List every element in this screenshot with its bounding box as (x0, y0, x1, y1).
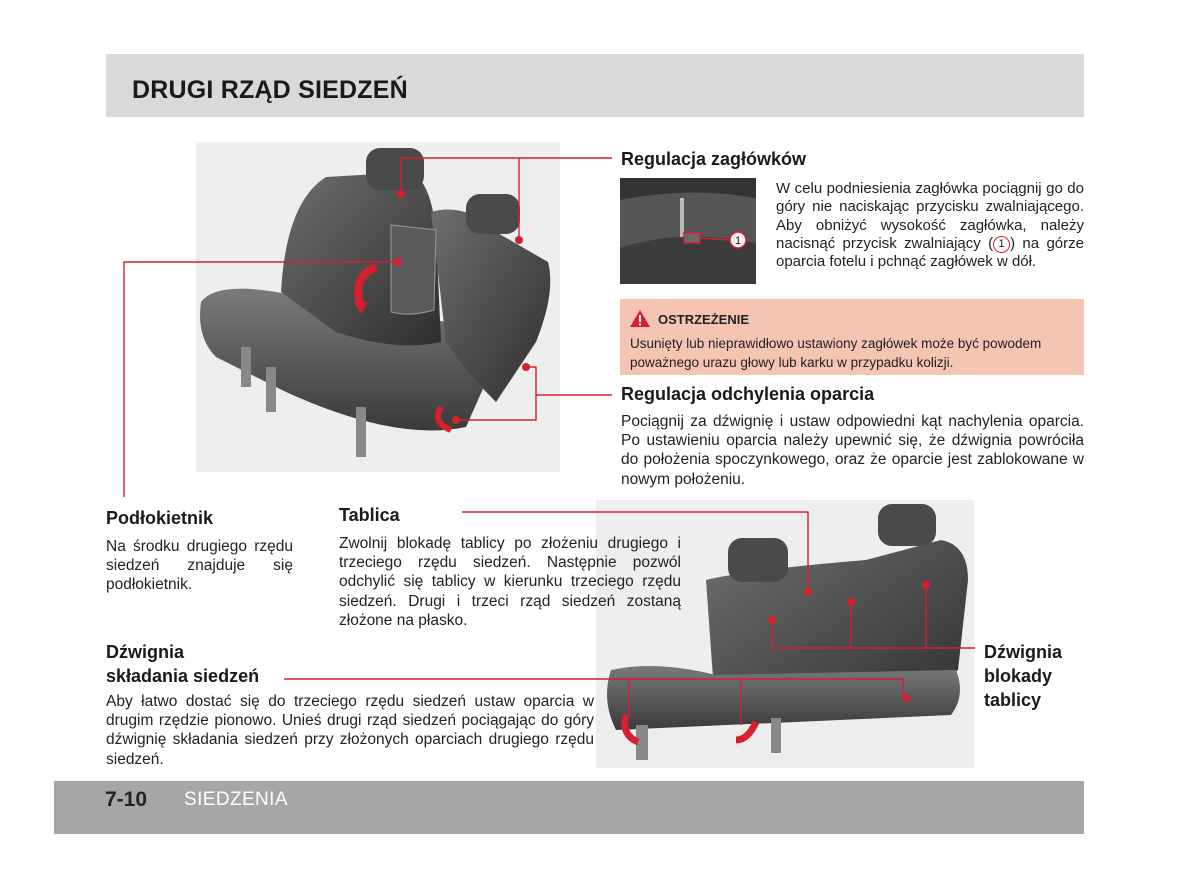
page-number: 7-10 (105, 788, 148, 811)
folding-text: Aby łatwo dostać się do trzeciego rzędu siedzeń ustaw oparcia w drugim rzędzie pionowo. Unieś drugi rząd siedzeń pociągając do góry dźwignię składania siedzeń przy złożonych oparciach drugiego rzędu siedzeń. (106, 693, 594, 768)
section-name: SIEDZENIA (184, 789, 288, 810)
warning-text: Usunięty lub nieprawidłowo ustawiony zagłówek może być powodem poważnego urazu głowy lub karku w przypadku kolizji. (630, 336, 1042, 370)
board-lock-line2: blokady (984, 666, 1053, 686)
headrest-title: Regulacja zagłówków (621, 149, 807, 169)
board-lock-line1: Dźwignia (984, 642, 1063, 662)
armrest-text: Na środku drugiego rzędu siedzeń znajduje się podłokietnik. (106, 538, 293, 594)
headrest-text: W celu podniesienia zagłówka pociągnij go do góry nie naciskając przycisku zwalniającego. Aby obniżyć wysokość zagłówka, należy nacisnąć przycisk zwalniający ( 1 ) na górze oparcia fotelu i pchnąć zagłówek w dół. (776, 180, 1084, 271)
board-title: Tablica (339, 505, 400, 525)
warning-triangle-icon (629, 309, 651, 328)
warning-title: OSTRZEŻENIE (658, 312, 750, 327)
folding-title-line2: składania siedzeń (106, 666, 260, 686)
armrest-title: Podłokietnik (106, 508, 214, 528)
board-text: Zwolnij blokadę tablicy po złożeniu drugiego i trzeciego rzędu siedzeń. Następnie pozwól odchylić się tablicy w kierunku trzeciego rzędu siedzeń. Drugi i trzeci rząd siedzeń zostaną złożone na płasko. (339, 535, 681, 629)
folding-title-line1: Dźwignia (106, 642, 185, 662)
callout-number: 1 (734, 235, 742, 247)
button-ref-number: 1 (993, 236, 1010, 253)
board-lock-line3: tablicy (984, 690, 1042, 710)
recline-title: Regulacja odchylenia oparcia (621, 384, 875, 404)
recline-text: Pociągnij za dźwignię i ustaw odpowiedni kąt nachylenia oparcia. Po ustawieniu oparcia należy upewnić się, że dźwignia powróciła do położenia spoczynkowego, oraz że oparcie jest zablokowane w nowym położeniu. (621, 413, 1084, 488)
page-title: DRUGI RZĄD SIEDZEŃ (132, 76, 408, 104)
